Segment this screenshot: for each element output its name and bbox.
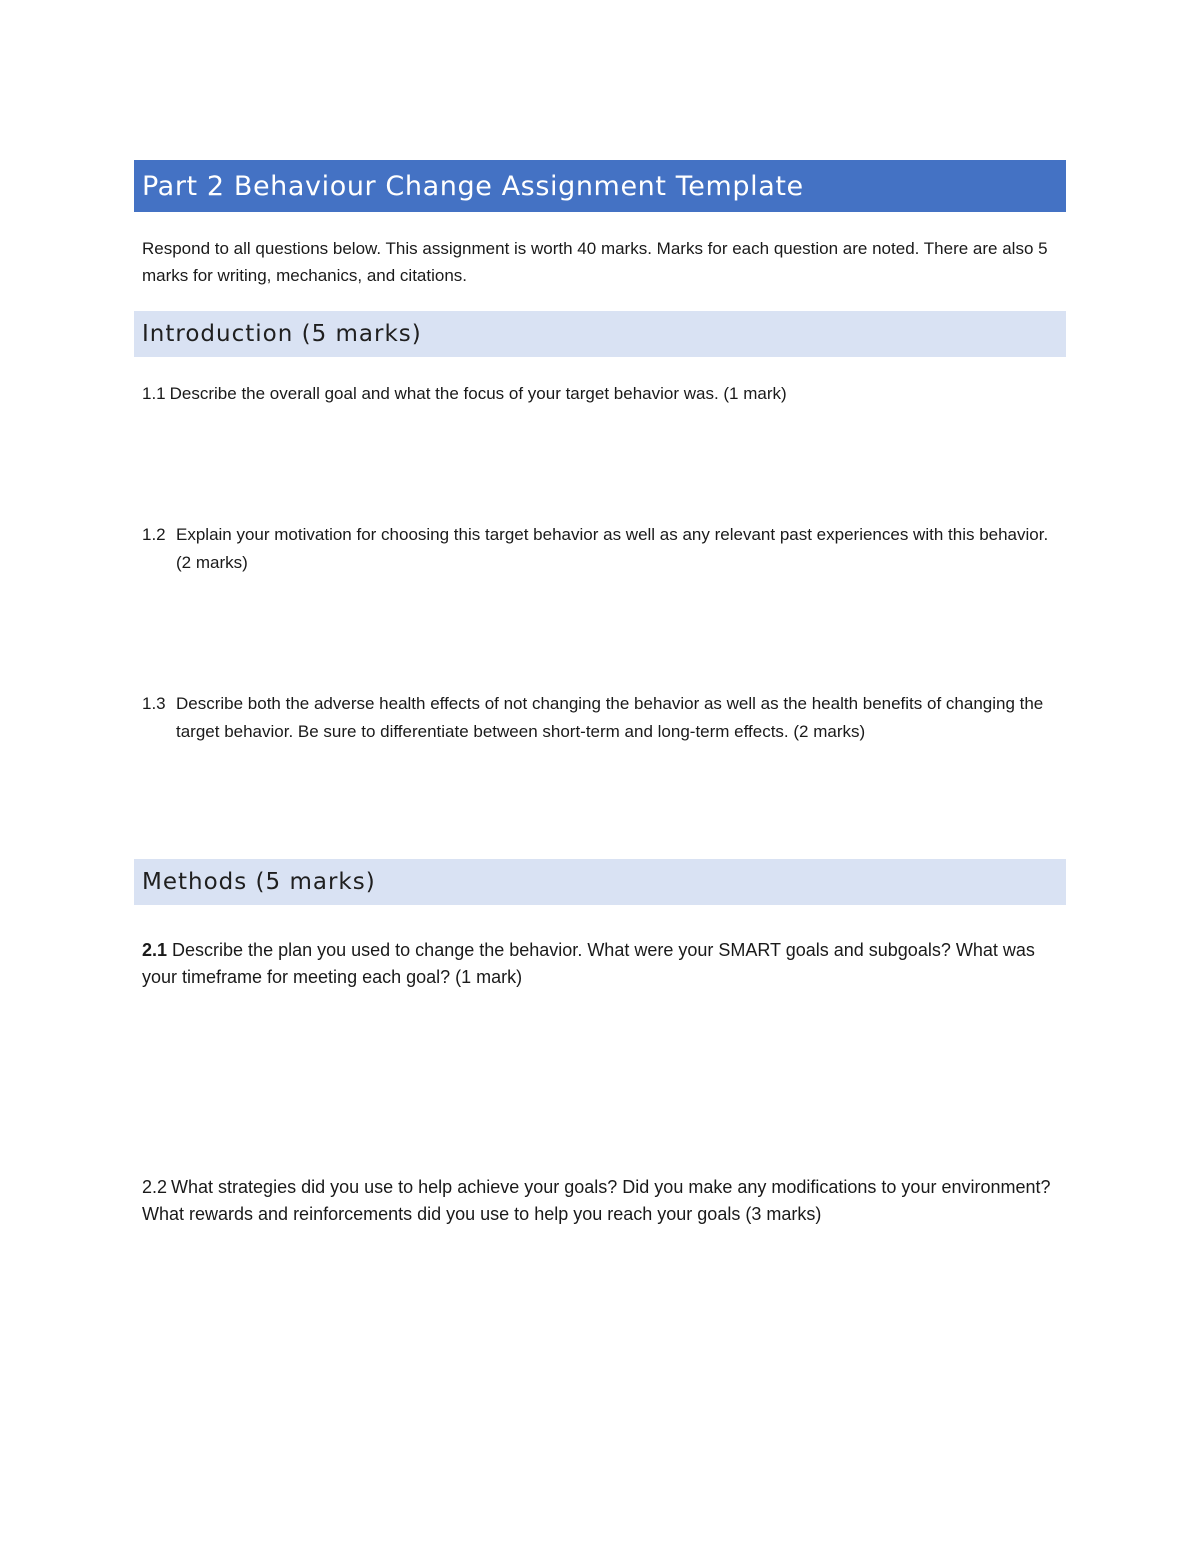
question-number: 2.1 <box>142 940 168 960</box>
question-number: 1.2 <box>142 525 166 544</box>
section-header-methods <box>134 859 1066 905</box>
question-number: 1.3 <box>142 694 166 713</box>
question-number: 2.2 <box>142 1177 168 1197</box>
question-number: 1.1 <box>142 384 166 403</box>
question-text: What strategies did you use to help achieve your goals? Did you make any modifications to your environment? What rewards and reinforcements did you use to help you reach your goals (3 marks) <box>142 1177 1051 1224</box>
section-header-introduction <box>134 311 1066 357</box>
question-1-1 <box>142 380 1062 408</box>
section-heading-introduction: Introduction (5 marks) <box>142 321 422 347</box>
document-title: Part 2 Behaviour Change Assignment Template <box>142 170 804 202</box>
question-text: Describe both the adverse health effects of not changing the behavior as well as the health benefits of changing the target behavior. Be sure to differentiate between short-term and long-term effects. (2 marks) <box>176 694 1044 741</box>
question-1-2 <box>142 521 1062 577</box>
question-2-2 <box>142 1174 1062 1228</box>
question-2-1 <box>142 937 1062 991</box>
question-text: Describe the overall goal and what the focus of your target behavior was. (1 mark) <box>169 384 787 403</box>
question-1-3 <box>142 690 1062 746</box>
instructions-paragraph: Respond to all questions below. This assignment is worth 40 marks. Marks for each question are noted. There are also 5 marks for writing, mechanics, and citations. <box>142 239 1048 285</box>
question-text: Explain your motivation for choosing this target behavior as well as any relevant past experiences with this behavior. (2 marks) <box>176 525 1049 572</box>
question-text: Describe the plan you used to change the behavior. What were your SMART goals and subgoals? What was your timeframe for meeting each goal? (1 mark) <box>142 940 1035 987</box>
section-heading-methods: Methods (5 marks) <box>142 869 376 895</box>
title-banner <box>134 160 1066 212</box>
